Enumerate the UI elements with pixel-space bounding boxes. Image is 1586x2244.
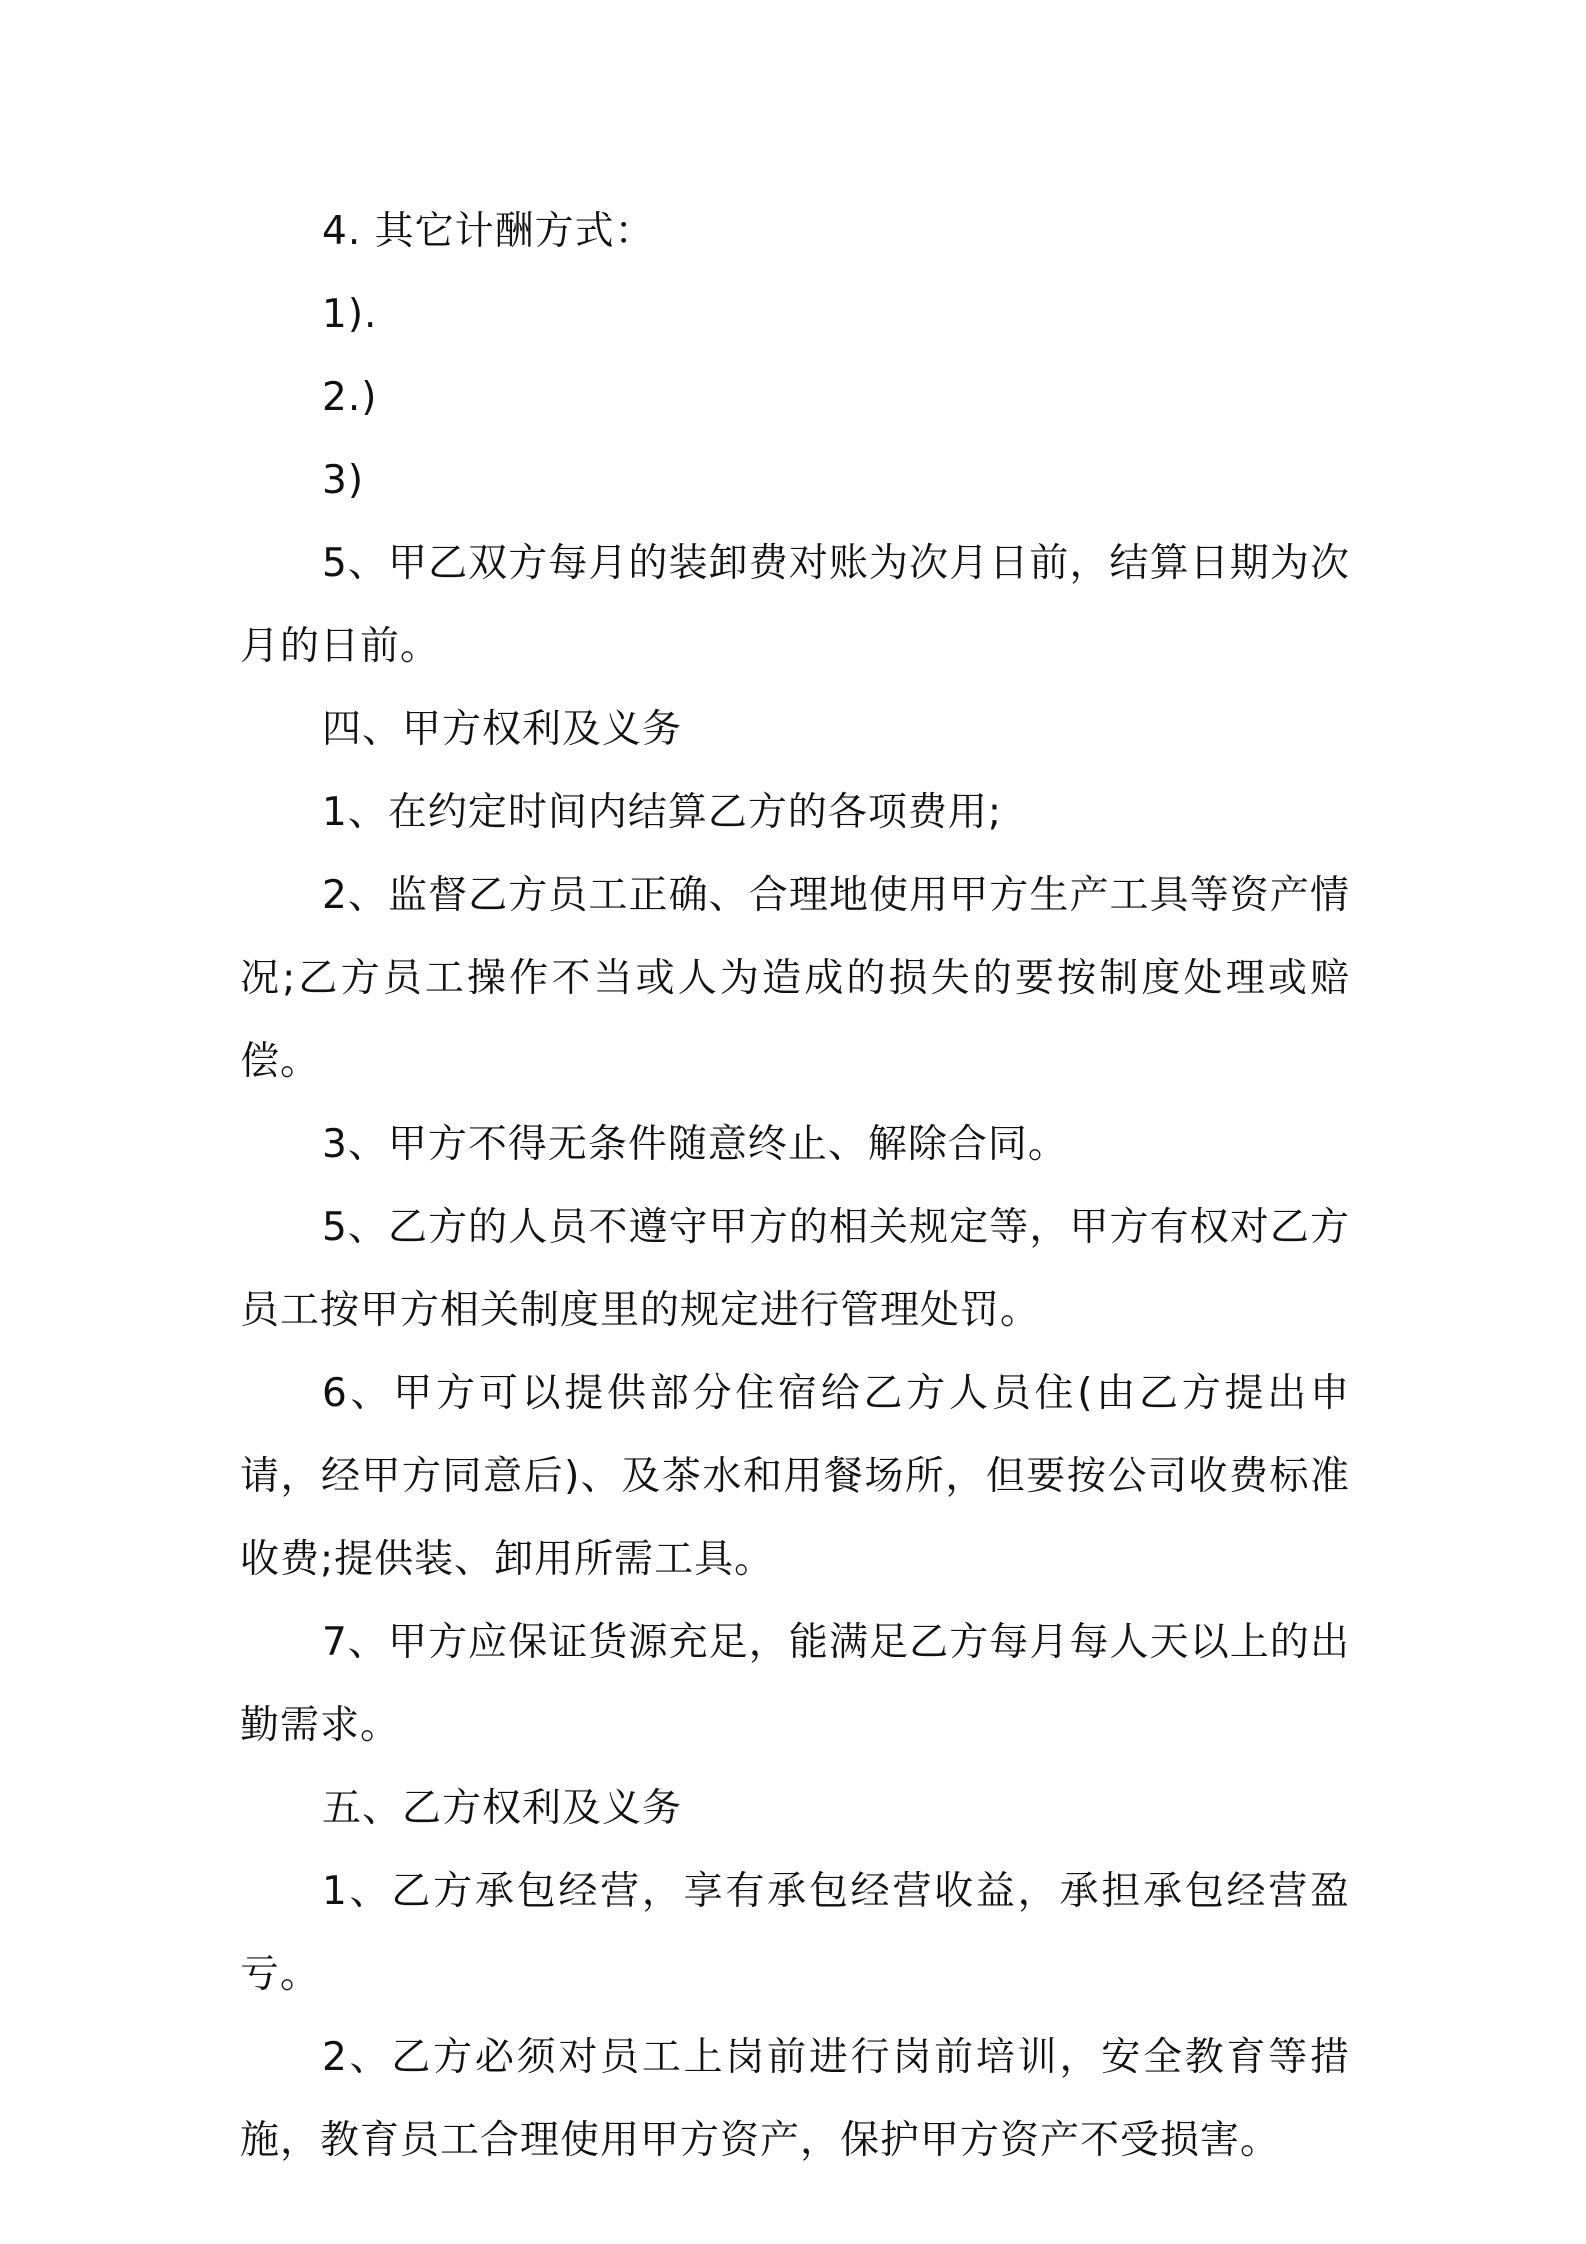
document-body (240, 190, 1350, 2182)
section-heading-party-b: 五、乙方权利及义务 (322, 1786, 683, 1831)
paragraph-settlement: 5、甲乙双方每月的装卸费对账为次月日前，结算日期为次月的日前。 (240, 541, 1350, 669)
section-heading-party-a: 四、甲方权利及义务 (322, 707, 683, 752)
paragraph-party-a-2: 2、监督乙方员工正确、合理地使用甲方生产工具等资产情况;乙方员工操作不当或人为造成的损失的要按制度处理或赔偿。 (240, 873, 1350, 1084)
paragraph-party-a-5: 5、乙方的人员不遵守甲方的相关规定等，甲方有权对乙方员工按甲方相关制度里的规定进行管理处罚。 (240, 1205, 1350, 1333)
paragraph-party-a-6: 6、甲方可以提供部分住宿给乙方人员住(由乙方提出申请，经甲方同意后)、及茶水和用餐场所，但要按公司收费标准收费;提供装、卸用所需工具。 (240, 1371, 1350, 1582)
paragraph-item-3: 3) (322, 458, 365, 503)
paragraph-party-a-3: 3、甲方不得无条件随意终止、解除合同。 (322, 1122, 1068, 1167)
paragraph-party-a-7: 7、甲方应保证货源充足，能满足乙方每月每人天以上的出勤需求。 (240, 1620, 1350, 1748)
paragraph-item-2: 2.) (322, 375, 378, 420)
paragraph-party-b-2: 2、乙方必须对员工上岗前进行岗前培训，安全教育等措施，教育员工合理使用甲方资产，保护甲方资产不受损害。 (240, 2035, 1350, 2163)
paragraph-other-payment-heading: 4. 其它计酬方式： (322, 209, 655, 254)
paragraph-party-b-1: 1、乙方承包经营，享有承包经营收益，承担承包经营盈亏。 (240, 1869, 1350, 1997)
paragraph-item-1: 1). (322, 292, 378, 337)
paragraph-party-a-1: 1、在约定时间内结算乙方的各项费用; (322, 790, 1002, 835)
